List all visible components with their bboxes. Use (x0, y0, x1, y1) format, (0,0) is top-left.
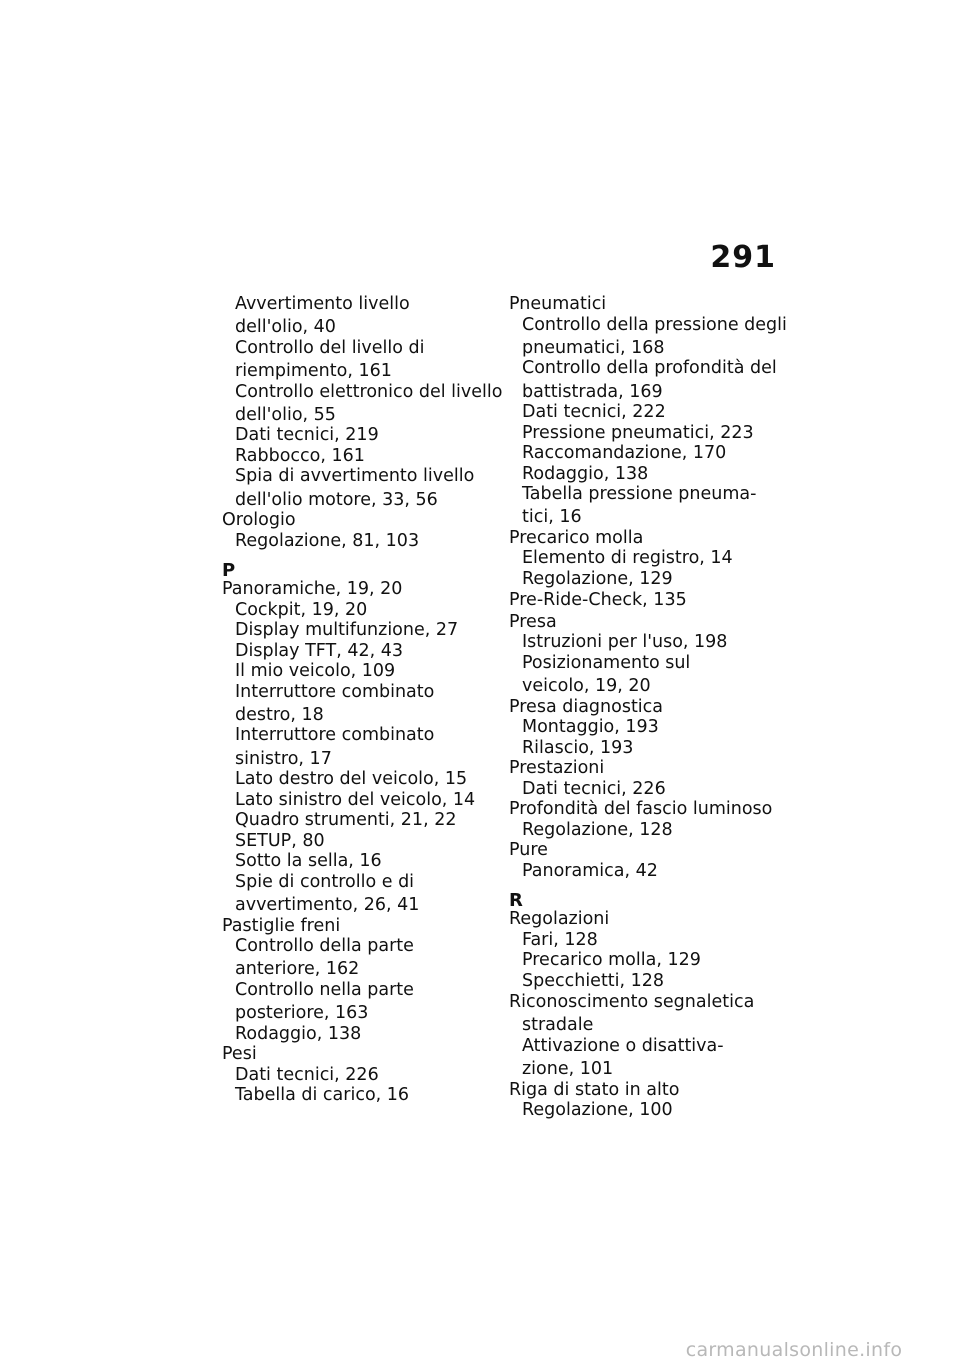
index-subentry: Display multifunzione, 27 (235, 620, 459, 641)
index-subentry: Controllo della pressione degli (522, 314, 787, 335)
index-subentry: Elemento di registro, 14 (522, 548, 733, 569)
index-subentry: Controllo del livello di (235, 337, 425, 358)
page-number: 291 (710, 240, 776, 275)
index-subentry: Lato destro del veicolo, 15 (235, 769, 468, 790)
index-entry-continuation: stradale (522, 1015, 594, 1036)
index-subentry: SETUP, 80 (235, 830, 325, 851)
index-entry: Orologio (222, 510, 296, 531)
index-subentry: Interruttore combinato (235, 725, 435, 746)
index-subentry: Istruzioni per l'uso, 198 (522, 632, 728, 653)
index-subentry: Panoramica, 42 (522, 860, 658, 881)
index-subentry: Fari, 128 (522, 929, 598, 950)
index-subentry: Rabbocco, 161 (235, 445, 365, 466)
index-subentry: Quadro strumenti, 21, 22 (235, 810, 457, 831)
index-subentry: Display TFT, 42, 43 (235, 640, 403, 661)
index-subentry: Regolazione, 128 (522, 819, 673, 840)
index-subentry: Spia di avvertimento livello (235, 466, 475, 487)
index-subentry: Sotto la sella, 16 (235, 851, 382, 872)
index-section-letter: P (222, 560, 236, 582)
index-entry-continuation: anteriore, 162 (235, 959, 360, 980)
index-entry: Pre-Ride-Check, 135 (509, 590, 687, 611)
index-subentry: Controllo della parte (235, 936, 414, 957)
index-entry: Presa (509, 611, 557, 632)
index-entry-continuation: riempimento, 161 (235, 361, 392, 382)
index-entry: Panoramiche, 19, 20 (222, 579, 403, 600)
index-column-right (509, 294, 799, 1121)
index-subentry: Interruttore combinato (235, 681, 435, 702)
index-entry: Profondità del fascio luminoso (509, 799, 773, 820)
index-subentry: Specchietti, 128 (522, 970, 665, 991)
index-entry-continuation: zione, 101 (522, 1059, 614, 1080)
index-entry-continuation: pneumatici, 168 (522, 337, 665, 358)
index-subentry: Tabella pressione pneuma- (522, 484, 757, 505)
index-subentry: Dati tecnici, 222 (522, 402, 666, 423)
index-subentry: Posizionamento sul (522, 652, 691, 673)
index-subentry: Regolazione, 81, 103 (235, 530, 420, 551)
index-entry-continuation: avvertimento, 26, 41 (235, 895, 420, 916)
index-subentry: Lato sinistro del veicolo, 14 (235, 789, 476, 810)
index-subentry: Attivazione o disattiva- (522, 1035, 724, 1056)
index-entry-continuation: dell'olio, 40 (235, 317, 336, 338)
index-entry: Pneumatici (509, 294, 607, 314)
index-entry-continuation: dell'olio motore, 33, 56 (235, 489, 438, 510)
index-subentry: Tabella di carico, 16 (235, 1085, 410, 1106)
index-subentry: Controllo elettronico del livello (235, 381, 503, 402)
index-entry-continuation: tici, 16 (522, 507, 582, 528)
index-subentry: Montaggio, 193 (522, 717, 659, 738)
index-subentry: Avvertimento livello (235, 294, 410, 314)
index-subentry: Controllo nella parte (235, 979, 414, 1000)
index-entry: Presa diagnostica (509, 696, 664, 717)
index-entry-continuation: destro, 18 (235, 704, 324, 725)
index-subentry: Rodaggio, 138 (235, 1023, 362, 1044)
index-entry: Regolazioni (509, 909, 610, 930)
index-entry: Pure (509, 840, 548, 861)
index-entry-continuation: posteriore, 163 (235, 1003, 369, 1024)
index-subentry: Dati tecnici, 226 (235, 1064, 379, 1085)
index-entry: Pastiglie freni (222, 915, 341, 936)
index-subentry: Dati tecnici, 226 (522, 778, 666, 799)
index-subentry: Pressione pneumatici, 223 (522, 422, 754, 443)
index-subentry: Regolazione, 129 (522, 568, 673, 589)
index-subentry: Rodaggio, 138 (522, 463, 649, 484)
index-subentry: Dati tecnici, 219 (235, 425, 379, 446)
index-entry: Precarico molla (509, 527, 644, 548)
index-subentry: Cockpit, 19, 20 (235, 599, 368, 620)
index-subentry: Spie di controllo e di (235, 871, 415, 892)
index-entry: Riga di stato in alto (509, 1079, 680, 1100)
index-entry-continuation: dell'olio, 55 (235, 404, 336, 425)
index-subentry: Regolazione, 100 (522, 1100, 673, 1121)
watermark[interactable]: carmanualsonline.info (628, 1338, 960, 1362)
index-subentry: Controllo della profondità del (522, 358, 777, 379)
index-section-letter: R (509, 890, 523, 912)
index-entry: Riconoscimento segnaletica (509, 992, 755, 1013)
index-subentry: Rilascio, 193 (522, 737, 634, 758)
index-subentry: Raccomandazione, 170 (522, 443, 727, 464)
index-column-left (222, 294, 502, 1106)
index-subentry: Precarico molla, 129 (522, 950, 701, 971)
index-subentry: Il mio veicolo, 109 (235, 661, 396, 682)
index-entry-continuation: sinistro, 17 (235, 748, 332, 769)
index-entry-continuation: battistrada, 169 (522, 381, 663, 402)
index-entry-continuation: veicolo, 19, 20 (522, 676, 651, 697)
index-entry: Prestazioni (509, 758, 605, 779)
index-entry: Pesi (222, 1044, 257, 1065)
